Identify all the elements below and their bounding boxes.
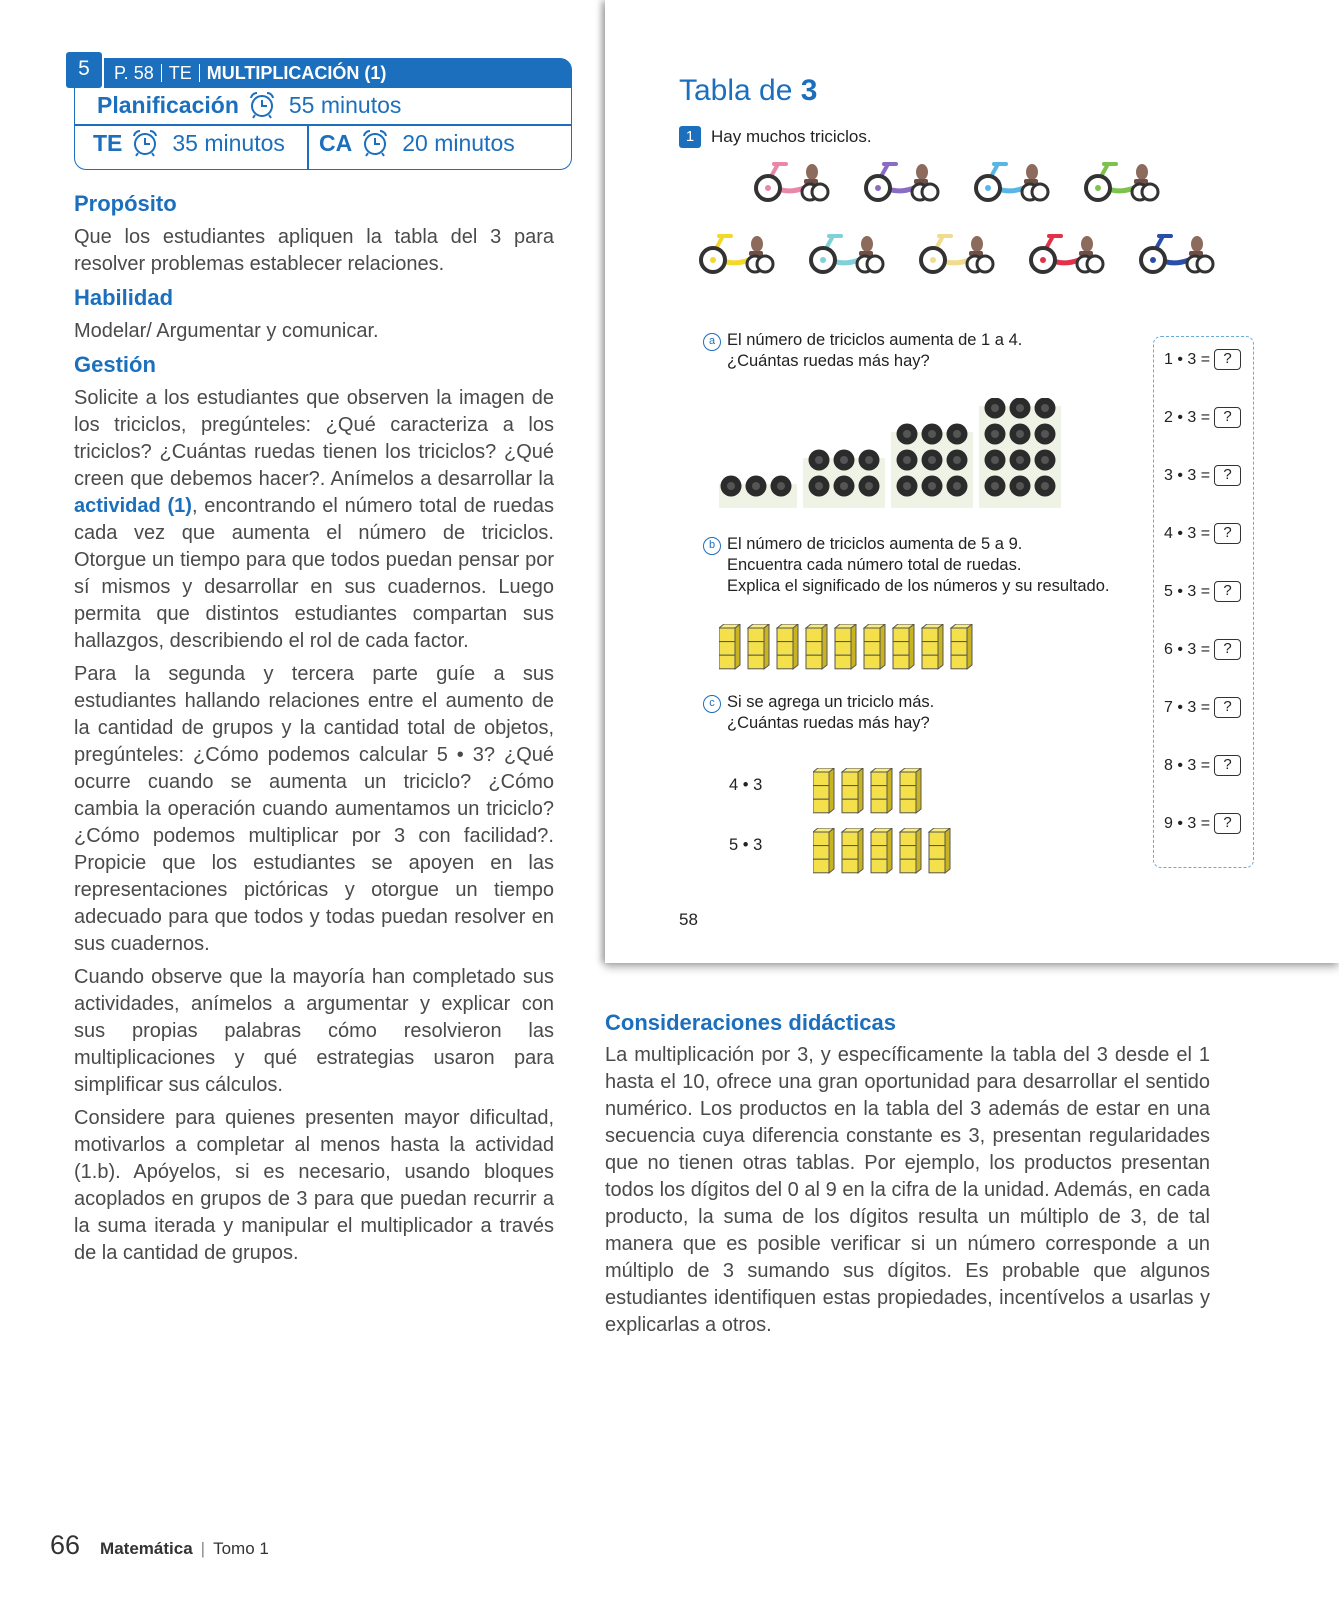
table-expression: 5 • 3 = — [1164, 582, 1211, 600]
table-row-2 — [1164, 407, 1241, 428]
planning-label: Planificación — [97, 91, 239, 118]
page-title: Tabla de 3 — [679, 74, 818, 107]
habilidad-text: Modelar/ Argumentar y comunicar. — [74, 320, 379, 342]
gestion-heading: Gestión — [74, 352, 156, 377]
alarm-clock-icon — [130, 128, 160, 158]
part-c — [703, 692, 934, 734]
table-row-6 — [1164, 639, 1241, 660]
student-page-number: 58 — [679, 910, 698, 929]
block-rod — [748, 624, 769, 669]
block-rod — [900, 768, 921, 813]
block-rod — [893, 624, 914, 669]
part-b-line-1: El número de triciclos aumenta de 5 a 9. — [727, 535, 1023, 553]
block-rod — [777, 624, 798, 669]
block-rod — [813, 828, 834, 873]
table-expression: 9 • 3 = — [1164, 814, 1211, 832]
didactic-considerations — [605, 1010, 1210, 1339]
block-rod — [871, 768, 892, 813]
page-footer — [50, 1530, 269, 1561]
lesson-bar — [104, 58, 572, 88]
multiplication-table-box — [1153, 336, 1254, 868]
product-4x3: 4 • 3 — [729, 776, 763, 794]
question-1 — [679, 126, 872, 148]
proposito-text: Que los estudiantes apliquen la tabla del 3 para resolver problemas establecer relaciones. — [74, 226, 554, 275]
block-rod — [929, 828, 950, 873]
block-rod — [842, 768, 863, 813]
ca-label: CA — [319, 129, 353, 156]
tricycle — [1086, 164, 1158, 200]
answer-box: ? — [1214, 755, 1241, 776]
gestion-paragraph-2: Para la segunda y tercera parte guíe a sus estudiantes hallando relaciones entre el aumento de la cantidad de grupos y la cantidad total de objetos, pregúnteles: ¿Cómo podemos calcular 5 • 3? ¿Qué ocurre cuando se aumenta un triciclo? ¿Cómo cambia la operación cuando aumentamos un triciclo? ¿Cómo podemos multiplicar por 3 con facilidad?. Propicie que los estudiantes se apoyen en las representaciones pictóricas y otorgue un tiempo adecuado para que todos y todas puedan resolver en sus cuadernos. — [74, 663, 554, 955]
blocks-five-groups — [813, 828, 963, 876]
table-row-3 — [1164, 465, 1241, 486]
table-row-1 — [1164, 349, 1241, 370]
considerations-heading: Consideraciones didácticas — [605, 1010, 896, 1035]
planning-time: 55 minutos — [288, 91, 402, 118]
block-rod — [900, 828, 921, 873]
table-expression: 3 • 3 = — [1164, 466, 1211, 484]
footer-book: Matemática — [100, 1539, 193, 1558]
part-a-line-2: ¿Cuántas ruedas más hay? — [727, 352, 930, 370]
tricycle — [701, 236, 773, 272]
part-b-letter: b — [703, 537, 721, 555]
ca-row — [319, 128, 515, 158]
answer-box: ? — [1214, 581, 1241, 602]
answer-box: ? — [1214, 523, 1241, 544]
answer-box: ? — [1214, 407, 1241, 428]
block-rod — [719, 624, 740, 669]
tricycles-illustration — [695, 160, 1255, 300]
tricycle — [866, 164, 938, 200]
answer-box: ? — [1214, 813, 1241, 834]
part-a-letter: a — [703, 333, 721, 351]
block-rod — [813, 768, 834, 813]
considerations-text: La multiplicación por 3, y específicamente la tabla del 3 desde el 1 hasta el 10, ofrece una gran oportunidad para desarrollar el sentido numérico. Los productos en la tabla del 3 además de estar en una secuencia cuya diferencia constante es 3, presentan regularidades que no tienen otras tablas. Por ejemplo, los productos presentan todos los dígitos del 0 al 9 en la cifra de la unidad. Además, en cada producto, la suma de los dígitos resulta un múltiplo de 3, de tal manera que es posible verificar si un número corresponde a un múltiplo de 3 sumando sus dígitos. Es probable que algunos estudiantes identifiquen estas propiedades, incentívelos a usarlas y explicarlas a otros. — [605, 1044, 1210, 1336]
te-label: TE — [93, 129, 123, 156]
block-rod — [922, 624, 943, 669]
part-c-line-1: Si se agrega un triciclo más. — [727, 693, 935, 711]
question-number: 1 — [679, 126, 701, 148]
proposito-heading: Propósito — [74, 191, 177, 216]
te-tag: TE — [168, 63, 192, 83]
answer-box: ? — [1214, 465, 1241, 486]
teacher-notes — [74, 190, 554, 1273]
tricycle — [1141, 236, 1213, 272]
table-row-9 — [1164, 813, 1241, 834]
table-row-7 — [1164, 697, 1241, 718]
answer-box: ? — [1214, 349, 1241, 370]
gestion-paragraph-1: Solicite a los estudiantes que observen la imagen de los triciclos, pregúnteles: ¿Qué caracteriza a los triciclos? ¿Cuántas ruedas tienen los triciclos? ¿Qué creen que debemos hacer?. Anímelos a desarrollar la actividad (1), encontrando el número total de ruedas cada vez que aumenta el número de triciclos. Otorgue un tiempo para que todos puedan pensar por sí mismos y desarrollar en sus cuadernos. Luego permita que distintos estudiantes compartan sus hallazgos, describiendo el rol de cada factor. — [74, 387, 554, 652]
tricycle — [1031, 236, 1103, 272]
lesson-topic: MULTIPLICACIÓN (1) — [206, 63, 387, 83]
table-row-5 — [1164, 581, 1241, 602]
question-text: Hay muchos triciclos. — [711, 127, 872, 146]
student-page — [605, 0, 1339, 963]
tricycle — [811, 236, 883, 272]
habilidad-heading: Habilidad — [74, 285, 174, 310]
page-reference: P. 58 — [114, 63, 154, 83]
block-rod — [835, 624, 856, 669]
table-row-8 — [1164, 755, 1241, 776]
table-expression: 1 • 3 = — [1164, 350, 1211, 368]
part-c-line-2: ¿Cuántas ruedas más hay? — [727, 714, 930, 732]
alarm-clock-icon — [360, 128, 390, 158]
part-a — [703, 330, 1022, 372]
block-rod — [806, 624, 827, 669]
block-rod — [951, 624, 972, 669]
planning-box — [74, 88, 572, 170]
table-expression: 2 • 3 = — [1164, 408, 1211, 426]
blocks-four-groups — [813, 768, 963, 816]
table-row-4 — [1164, 523, 1241, 544]
block-rod — [864, 624, 885, 669]
answer-box: ? — [1214, 697, 1241, 718]
wheel-groups-illustration — [719, 398, 1069, 508]
block-rod — [871, 828, 892, 873]
product-5x3: 5 • 3 — [729, 836, 763, 854]
table-expression: 8 • 3 = — [1164, 756, 1211, 774]
table-expression: 7 • 3 = — [1164, 698, 1211, 716]
ca-time: 20 minutos — [402, 129, 515, 156]
part-b-line-2: Encuentra cada número total de ruedas. — [727, 556, 1022, 574]
block-rod — [842, 828, 863, 873]
lesson-number: 5 — [66, 52, 102, 88]
footer-volume: Tomo 1 — [213, 1539, 269, 1558]
te-row — [93, 128, 285, 158]
part-b-line-3: Explica el significado de los números y su resultado. — [727, 577, 1110, 595]
footer-page-number: 66 — [50, 1530, 81, 1560]
lesson-header — [74, 58, 572, 170]
tricycle — [976, 164, 1048, 200]
footer-separator: | — [200, 1539, 206, 1558]
activity-reference: actividad (1) — [74, 495, 192, 517]
table-expression: 6 • 3 = — [1164, 640, 1211, 658]
te-time: 35 minutos — [172, 129, 285, 156]
table-expression: 4 • 3 = — [1164, 524, 1211, 542]
blocks-nine-groups — [719, 624, 989, 672]
part-b — [703, 534, 1109, 597]
gestion-paragraph-3: Cuando observe que la mayoría han completado sus actividades, anímelos a argumentar y explicar con sus propias palabras cómo resolvieron las multiplicaciones y qué estrategias usaron para simplificar sus cálculos. — [74, 966, 554, 1096]
alarm-clock-icon — [247, 90, 277, 120]
gestion-paragraph-4: Considere para quienes presenten mayor dificultad, motivarlos a completar al menos hasta la actividad (1.b). Apóyelos, si es necesario, usando bloques acoplados en grupos de 3 para que puedan recurrir a la suma iterada y manipular el multiplicador a través de la cantidad de grupos. — [74, 1107, 554, 1264]
tricycle — [756, 164, 828, 200]
part-a-line-1: El número de triciclos aumenta de 1 a 4. — [727, 331, 1023, 349]
planning-row — [97, 90, 401, 120]
tricycle — [921, 236, 993, 272]
part-c-letter: c — [703, 695, 721, 713]
answer-box: ? — [1214, 639, 1241, 660]
